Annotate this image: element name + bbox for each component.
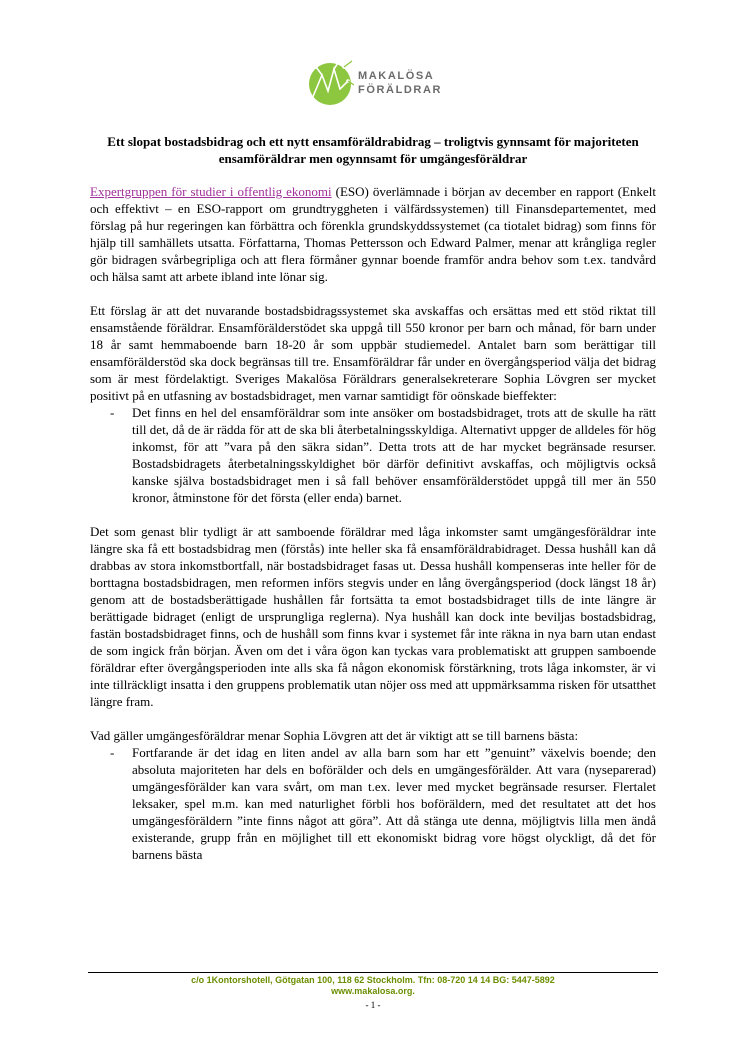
makalosa-logo	[308, 55, 458, 113]
paragraph-3: Det som genast blir tydligt är att samboende föräldrar med låga inkomster samt umgängesföräldrar inte längre ska få ett bostadsbidrag men (förstås) inte heller ska få ensamföräldrabidraget. Dessa hushåll kan då drabbas av stora inkomstbortfall, när bostadsbidraget fasas ut. Dessa hushåll kompenseras inte heller för de borttagna bostadsbidragen, men reformen införs stegvis under en lång övergångsperiod (dock längst 18 år) genom att de bostadsberättigade hushållen får fortsätta ta emot bostadsbidraget tills de inte längre är berättigade bidraget (enligt de ursprungliga reglerna). Nya hushåll kan dock inte beviljas bostadsbidrag, fastän bostadsbidraget finns, och de hushåll som finns kvar i systemet får inte räkna in nya barn utan endast de som ingick från början. Även om det i våra ögon kan tyckas vara problematiskt att gruppen samboende föräldrar efter övergångsperioden inte alls ska få någon ekonomisk förstärkning, trots låga inkomster, är vi inte tillräckligt insatta i den gruppens problematik utan nöjer oss med att uppmärksamma risken för utsatthet längre fram.	[90, 524, 656, 709]
eso-link[interactable]: Expertgruppen för studier i offentlig ekonomi	[90, 184, 332, 199]
paragraph-4: Vad gäller umgängesföräldrar menar Sophia Lövgren att det är viktigt att se till barnens bästa:	[90, 728, 579, 743]
document-title: Ett slopat bostadsbidrag och ett nytt ensamföräldrabidrag – troligtvis gynnsamt för majoriteten ensamföräldrar men ogynnsamt för umgängesföräldrar	[107, 134, 639, 166]
footer-divider	[88, 972, 658, 973]
bullet-item-2	[90, 744, 656, 863]
logo-line-2: FÖRÄLDRAR	[358, 84, 443, 96]
logo-line-1: MAKALÖSA	[358, 70, 435, 82]
paragraph-2: Ett förslag är att det nuvarande bostadsbidragssystemet ska avskaffas och ersättas med ett stöd riktat till ensamstående föräldrar. Ensamförälderstödet ska uppgå till 550 kronor per barn och månad, för barn under 18 år samt hemmaboende barn 18-20 år som uppbär studiemedel. Antalet barn som berättigar till ensamförälderstöd ska dock begränsas till tre. Ensamföräldrar får under en övergångsperiod välja det bidrag som är mest fördelaktigt. Sveriges Makalösa Föräldrars generalsekreterare Sophia Lövgren ser mycket positivt på en utfasning av bostadsbidraget, men varnar samtidigt för oönskade bieffekter:	[90, 303, 656, 403]
document-body	[90, 183, 656, 863]
bullet-dash: -	[110, 745, 115, 760]
bullet-item-2-text: Fortfarande är det idag en liten andel av alla barn som har ett ”genuint” växelvis boende; den absoluta majoriteten har dels en boförälder och dels en umgängesförälder. Att vara (nyseparerad) umgängesförälder kan vara svårt, om man t.ex. lever med mycket begränsade resurser. Flertalet leksaker, spel m.m. kan med naturlighet förbli hos boföräldern, med det resultatet att det hos umgängesföräldern ”inte finns något att göra”. Att då stänga ute denna, möjligtvis lilla men ändå existerande, grupp från en möjlighet till ett ekonomiskt bidrag vore högst olyckligt, då det för barnens bästa	[132, 745, 656, 862]
bullet-dash: -	[110, 405, 115, 420]
footer-website[interactable]: www.makalosa.org.	[331, 986, 415, 996]
bullet-item-1-text: Det finns en hel del ensamföräldrar som inte ansöker om bostadsbidraget, trots att de skulle ha rätt till det, då de är rädda för att de ska bli återbetalningsskyldiga. Alternativt uppger de alldeles för hög inkomst, för att ”vara på den säkra sidan”. Detta trots att de har mycket begränsade resurser. Bostadsbidragets återbetalningsskyldighet bör därför definitivt avskaffas, och möjligtvis också kanske själva bostadsbidraget men i så fall behöver ensamförälderstödet uppgå till mer än 550 kronor, åtminstone för det första (eller enda) barnet.	[132, 405, 656, 505]
paragraph-1	[90, 183, 656, 285]
logo-wordmark	[358, 69, 442, 97]
logo-mark-icon	[308, 55, 354, 113]
page-number: - 1 -	[365, 1000, 381, 1010]
footer-address: c/o 1Kontorshotell, Götgatan 100, 118 62 Stockholm. Tfn: 08-720 14 14 BG: 5447-5892	[191, 975, 555, 985]
footer	[90, 975, 656, 997]
paragraph-1-text: (ESO) överlämnade i början av december en rapport (Enkelt och effektivt – en ESO-rapport om grundtryggheten i välfärdssystemen) till Finansdepartementet, med förslag på hur regeringen kan förbättra och förenkla grundskyddssystemet (ca tiotalet bidrag) som finns för hjälp till samhällets utsatta. Författarna, Thomas Pettersson och Edward Palmer, menar att krångliga regler gör bidragen svårbegripliga och att flera förmåner gynnar boende framför andra behov som t.ex. tandvård och hälsa samt att arbete ibland inte lönar sig.	[90, 184, 656, 284]
bullet-item-1	[90, 404, 656, 506]
